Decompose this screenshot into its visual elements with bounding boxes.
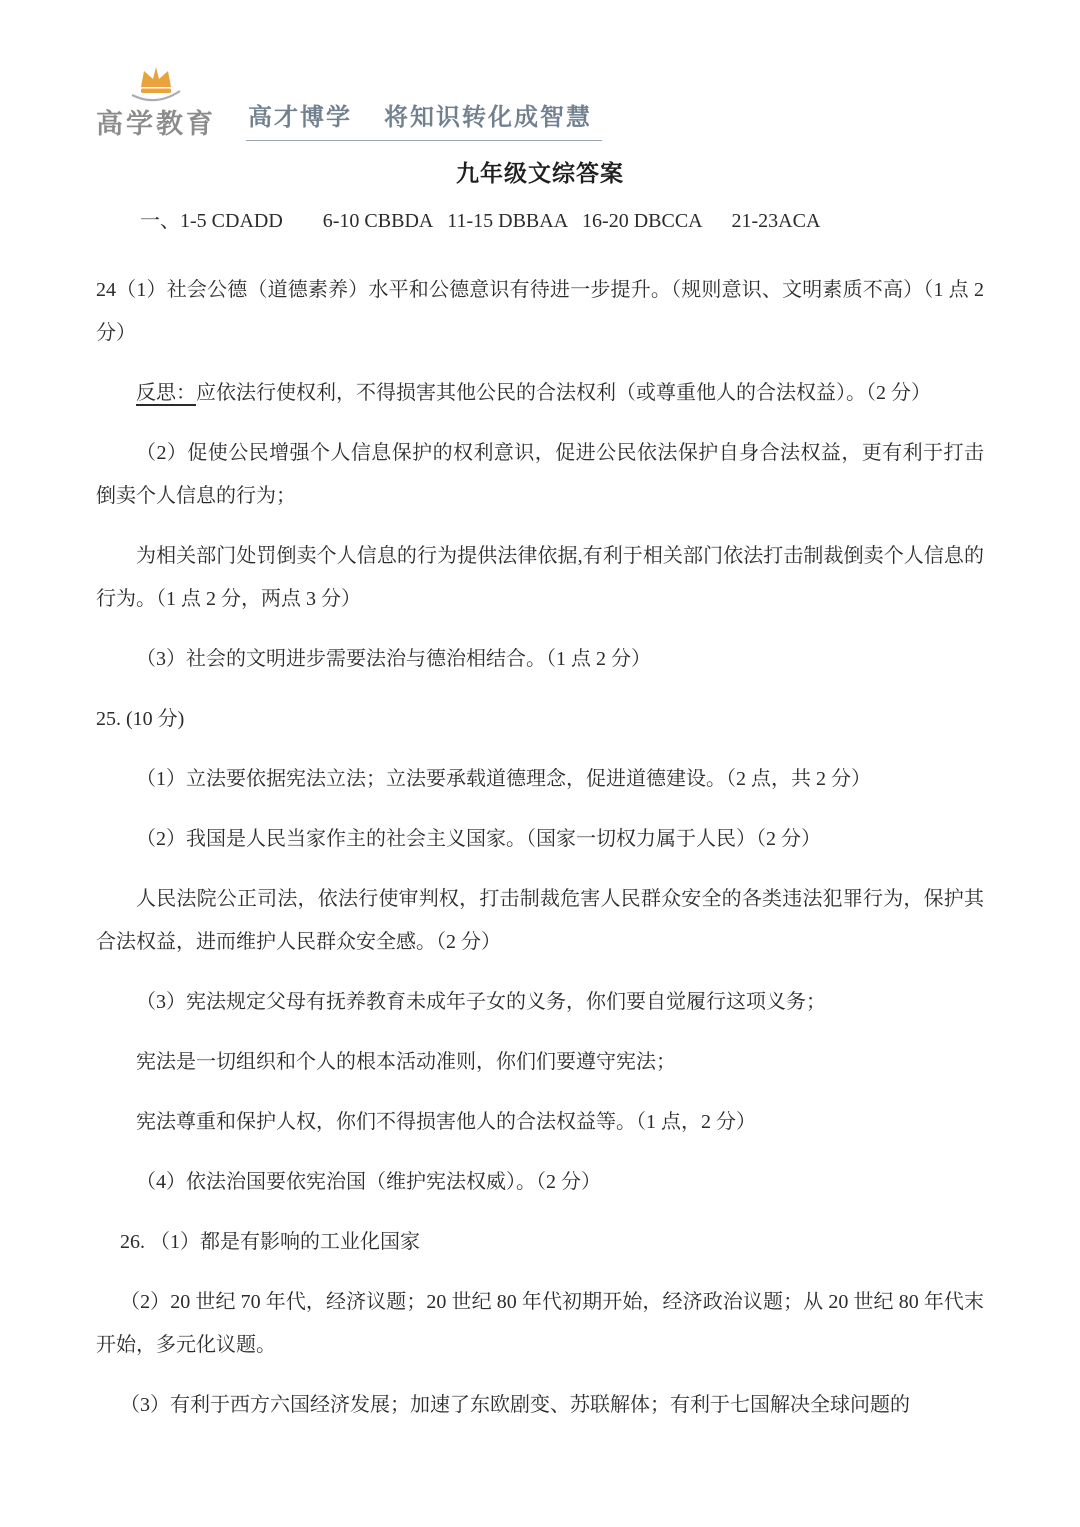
slogan-text: 高才博学 将知识转化成智慧	[246, 97, 602, 141]
reflection-label: 反思：	[136, 382, 196, 404]
paragraph-25-2a: （2）我国是人民当家作主的社会主义国家。（国家一切权力属于人民）（2 分）	[136, 828, 821, 850]
paragraph-24-2b: 为相关部门处罚倒卖个人信息的行为提供法律依据,有利于相关部门依法打击制裁倒卖个人信息的行为。（1 点 2 分，两点 3 分）	[96, 545, 984, 610]
paragraph-25-3a: （3）宪法规定父母有抚养教育未成年子女的义务，你们要自觉履行这项义务；	[136, 991, 826, 1013]
paragraph-26-1: 26. （1）都是有影响的工业化国家	[120, 1231, 420, 1253]
paragraph-24-1: 24（1）社会公德（道德素养）水平和公德意识有待进一步提升。（规则意识、文明素质不高）（1 点 2 分）	[96, 279, 984, 344]
logo	[96, 62, 216, 141]
paragraph-24-3: （3）社会的文明进步需要法治与德治相结合。（1 点 2 分）	[136, 648, 651, 670]
paragraph-26-2: （2）20 世纪 70 年代，经济议题；20 世纪 80 年代初期开始，经济政治议题；从 20 世纪 80 年代末开始，多元化议题。	[96, 1291, 984, 1356]
paragraph-24-2a: （2）促使公民增强个人信息保护的权利意识，促进公民依法保护自身合法权益，更有利于打击倒卖个人信息的行为；	[96, 442, 984, 507]
page-title: 九年级文综答案	[456, 161, 624, 186]
logo-text: 高学教育	[96, 109, 216, 139]
answer-key-line: 一、1-5 CDADD 6-10 CBBDA 11-15 DBBAA 16-20 DBCCA 21-23ACA	[140, 210, 821, 232]
crown-icon	[127, 62, 185, 104]
paragraph-25-4: （4）依法治国要依宪治国（维护宪法权威）。（2 分）	[136, 1171, 601, 1193]
paragraph-25-3c: 宪法尊重和保护人权，你们不得损害他人的合法权益等。（1 点，2 分）	[136, 1111, 756, 1133]
paragraph-26-3: （3）有利于西方六国经济发展；加速了东欧剧变、苏联解体；有利于七国解决全球问题的	[120, 1394, 910, 1416]
header	[96, 62, 984, 141]
paragraph-25-1: （1）立法要依据宪法立法；立法要承载道德理念，促进道德建设。（2 点，共 2 分）	[136, 768, 871, 790]
paragraph-24-reflection	[96, 372, 984, 415]
reflection-text: 应依法行使权利，不得损害其他公民的合法权利（或尊重他人的合法权益）。（2 分）	[196, 382, 931, 404]
paragraph-25-3b: 宪法是一切组织和个人的根本活动准则，你们们要遵守宪法；	[136, 1051, 676, 1073]
paragraph-25-2b: 人民法院公正司法，依法行使审判权，打击制裁危害人民群众安全的各类违法犯罪行为，保护其合法权益，进而维护人民群众安全感。（2 分）	[96, 888, 984, 953]
paragraph-25-head: 25. (10 分)	[96, 708, 185, 730]
